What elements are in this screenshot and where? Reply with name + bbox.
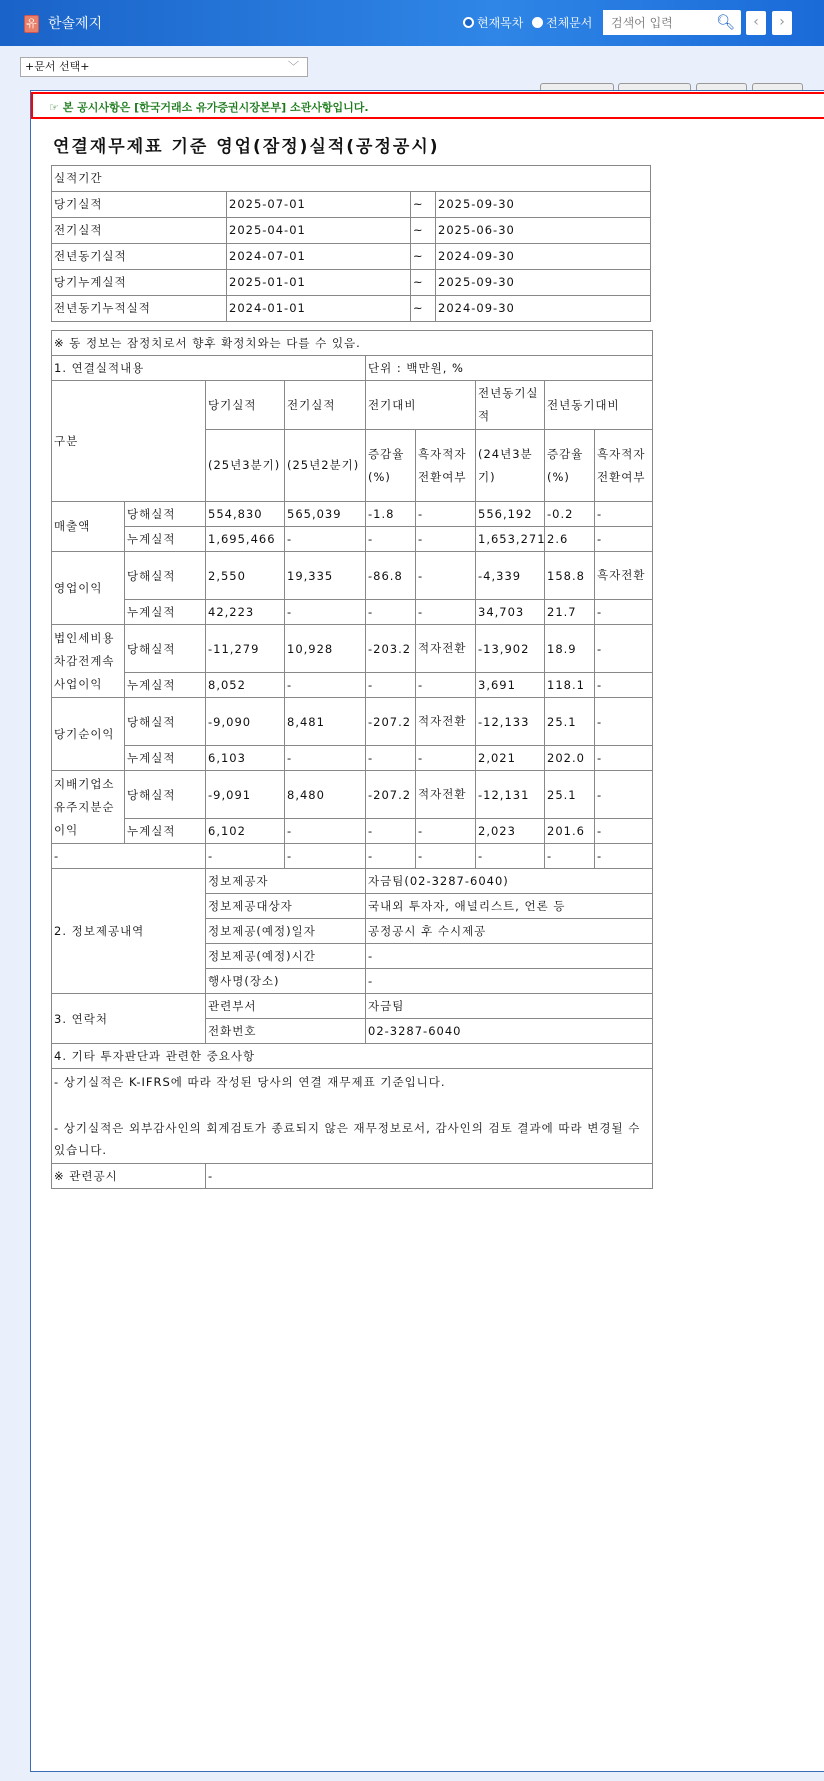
section-1-title: 1. 연결실적내용 bbox=[52, 356, 366, 381]
period-to: 2024-09-30 bbox=[436, 296, 651, 322]
value-cell: 6,102 bbox=[206, 819, 285, 844]
value-cell: - bbox=[595, 819, 653, 844]
table-row bbox=[52, 673, 653, 698]
value-cell: 34,703 bbox=[476, 600, 545, 625]
table-row bbox=[52, 527, 653, 552]
period-header: 실적기간 bbox=[52, 166, 651, 192]
value-cell: - bbox=[416, 552, 476, 600]
results-table bbox=[51, 330, 653, 1189]
value-cell: - bbox=[416, 502, 476, 527]
radio-unselected-icon bbox=[532, 17, 543, 28]
period-from: 2025-01-01 bbox=[227, 270, 411, 296]
value-cell: - bbox=[595, 771, 653, 819]
chevron-down-icon: ﹀ bbox=[288, 60, 299, 73]
row-type: 당해실적 bbox=[125, 552, 206, 600]
value-cell: - bbox=[285, 746, 366, 771]
value-cell: -0.2 bbox=[545, 502, 595, 527]
value-cell: 202.0 bbox=[545, 746, 595, 771]
period-label: 전기실적 bbox=[52, 218, 227, 244]
top-header bbox=[0, 0, 824, 46]
value-cell: 적자전환 bbox=[416, 698, 476, 746]
info-value: 자금팀(02-3287-6040) bbox=[366, 869, 653, 894]
row-type: 당해실적 bbox=[125, 771, 206, 819]
contact-value: 02-3287-6040 bbox=[366, 1019, 653, 1044]
info-label: 정보제공(예정)일자 bbox=[206, 919, 366, 944]
value-cell: 554,830 bbox=[206, 502, 285, 527]
value-cell: 2.6 bbox=[545, 527, 595, 552]
value-cell: - bbox=[416, 527, 476, 552]
value-cell: - bbox=[285, 673, 366, 698]
other-note-2: - 상기실적은 외부감사인의 회계검토가 종료되지 않은 재무정보로서, 감사인의 검토 결과에 따라 변경될 수 있습니다. bbox=[54, 1121, 641, 1157]
value-cell: 2,023 bbox=[476, 819, 545, 844]
value-cell: 적자전환 bbox=[416, 771, 476, 819]
value-cell: - bbox=[416, 600, 476, 625]
radio-current-toc[interactable] bbox=[463, 14, 523, 31]
value-cell: -12,131 bbox=[476, 771, 545, 819]
header-yoy-sub: (24년3분기) bbox=[476, 430, 545, 502]
value-cell: 25.1 bbox=[545, 698, 595, 746]
info-value: - bbox=[366, 944, 653, 969]
related-value: - bbox=[206, 1164, 653, 1189]
value-cell: 201.6 bbox=[545, 819, 595, 844]
company-title: 한솔제지 bbox=[48, 16, 103, 32]
value-cell: - bbox=[595, 673, 653, 698]
value-cell: 8,480 bbox=[285, 771, 366, 819]
period-row bbox=[52, 192, 651, 218]
value-cell: 18.9 bbox=[545, 625, 595, 673]
prev-button[interactable]: ‹ bbox=[746, 11, 766, 35]
table-row bbox=[52, 819, 653, 844]
period-to: 2024-09-30 bbox=[436, 244, 651, 270]
value-cell: 10,928 bbox=[285, 625, 366, 673]
info-label: 정보제공대상자 bbox=[206, 894, 366, 919]
row-type: 누계실적 bbox=[125, 746, 206, 771]
row-type: 누계실적 bbox=[125, 600, 206, 625]
blank-cell: - bbox=[595, 844, 653, 869]
radio-label: 현재목차 bbox=[477, 16, 524, 30]
value-cell: - bbox=[595, 600, 653, 625]
table-row bbox=[52, 625, 653, 673]
blank-row bbox=[52, 844, 653, 869]
header-previous-sub: (25년2분기) bbox=[285, 430, 366, 502]
header-turn2: 흑자적자전환여부 bbox=[595, 430, 653, 502]
value-cell: - bbox=[366, 819, 416, 844]
period-label: 전년동기누적실적 bbox=[52, 296, 227, 322]
info-label: 정보제공(예정)시간 bbox=[206, 944, 366, 969]
value-cell: 8,052 bbox=[206, 673, 285, 698]
value-cell: - bbox=[595, 527, 653, 552]
period-separator: ~ bbox=[411, 218, 436, 244]
header-turn: 흑자적자전환여부 bbox=[416, 430, 476, 502]
header-rate2: 증감율(%) bbox=[545, 430, 595, 502]
period-label: 전년동기실적 bbox=[52, 244, 227, 270]
table-row bbox=[52, 771, 653, 819]
row-group-label: 영업이익 bbox=[52, 552, 125, 625]
search-input[interactable] bbox=[603, 10, 713, 35]
value-cell: -11,279 bbox=[206, 625, 285, 673]
document-select-value: +문서 선택+ bbox=[25, 60, 90, 73]
row-type: 당해실적 bbox=[125, 625, 206, 673]
value-cell: -207.2 bbox=[366, 771, 416, 819]
info-value: - bbox=[366, 969, 653, 994]
other-note-1: - 상기실적은 K-IFRS에 따라 작성된 당사의 연결 재무제표 기준입니다. bbox=[54, 1075, 446, 1089]
table-row bbox=[52, 600, 653, 625]
value-cell: - bbox=[366, 527, 416, 552]
unit-label: 단위 : 백만원, % bbox=[366, 356, 653, 381]
row-group-label: 법인세비용차감전계속사업이익 bbox=[52, 625, 125, 698]
value-cell: - bbox=[595, 698, 653, 746]
period-table bbox=[51, 165, 651, 322]
period-from: 2025-07-01 bbox=[227, 192, 411, 218]
blank-cell: - bbox=[52, 844, 206, 869]
value-cell: 흑자전환 bbox=[595, 552, 653, 600]
header-yoy-compare: 전년동기대비 bbox=[545, 381, 653, 430]
document-select[interactable] bbox=[20, 57, 308, 77]
provisional-note: ※ 동 정보는 잠정치로서 향후 확정치와는 다를 수 있음. bbox=[52, 331, 653, 356]
period-label: 당기누계실적 bbox=[52, 270, 227, 296]
header-prev-compare: 전기대비 bbox=[366, 381, 476, 430]
value-cell: 21.7 bbox=[545, 600, 595, 625]
table-row bbox=[52, 502, 653, 527]
value-cell: - bbox=[595, 746, 653, 771]
period-separator: ~ bbox=[411, 296, 436, 322]
other-notes bbox=[52, 1069, 653, 1164]
info-label: 행사명(장소) bbox=[206, 969, 366, 994]
section-2-title: 2. 정보제공내역 bbox=[52, 869, 206, 994]
section-4-title: 4. 기타 투자판단과 관련한 중요사항 bbox=[52, 1044, 653, 1069]
value-cell: 1,695,466 bbox=[206, 527, 285, 552]
contact-row bbox=[52, 994, 653, 1019]
period-label: 당기실적 bbox=[52, 192, 227, 218]
blank-cell: - bbox=[366, 844, 416, 869]
page-title: 연결재무제표 기준 영업(잠정)실적(공정공시) bbox=[53, 137, 440, 157]
value-cell: 2,021 bbox=[476, 746, 545, 771]
value-cell: 적자전환 bbox=[416, 625, 476, 673]
period-row bbox=[52, 296, 651, 322]
info-value: 국내외 투자자, 애널리스트, 언론 등 bbox=[366, 894, 653, 919]
info-value: 공정공시 후 수시제공 bbox=[366, 919, 653, 944]
value-cell: - bbox=[285, 600, 366, 625]
blank-cell: - bbox=[545, 844, 595, 869]
header-gubun: 구분 bbox=[52, 381, 206, 502]
period-to: 2025-06-30 bbox=[436, 218, 651, 244]
next-button[interactable]: › bbox=[772, 11, 792, 35]
blank-cell: - bbox=[416, 844, 476, 869]
value-cell: -12,133 bbox=[476, 698, 545, 746]
row-group-label: 당기순이익 bbox=[52, 698, 125, 771]
period-separator: ~ bbox=[411, 192, 436, 218]
blank-cell: - bbox=[476, 844, 545, 869]
value-cell: - bbox=[366, 673, 416, 698]
header-current-sub: (25년3분기) bbox=[206, 430, 285, 502]
value-cell: 42,223 bbox=[206, 600, 285, 625]
period-from: 2024-07-01 bbox=[227, 244, 411, 270]
contact-value: 자금팀 bbox=[366, 994, 653, 1019]
value-cell: -203.2 bbox=[366, 625, 416, 673]
row-type: 당해실적 bbox=[125, 698, 206, 746]
value-cell: - bbox=[416, 819, 476, 844]
period-to: 2025-09-30 bbox=[436, 192, 651, 218]
value-cell: 25.1 bbox=[545, 771, 595, 819]
value-cell: - bbox=[366, 746, 416, 771]
info-label: 정보제공자 bbox=[206, 869, 366, 894]
value-cell: - bbox=[416, 673, 476, 698]
period-row bbox=[52, 270, 651, 296]
jurisdiction-notice: ☞ 본 공시사항은 [한국거래소 유가증권시장본부] 소관사항입니다. bbox=[31, 92, 824, 119]
value-cell: 565,039 bbox=[285, 502, 366, 527]
value-cell: -1.8 bbox=[366, 502, 416, 527]
period-separator: ~ bbox=[411, 270, 436, 296]
value-cell: 19,335 bbox=[285, 552, 366, 600]
value-cell: 118.1 bbox=[545, 673, 595, 698]
radio-selected-icon bbox=[463, 17, 474, 28]
row-group-label: 지배기업소유주지분순이익 bbox=[52, 771, 125, 844]
value-cell: - bbox=[416, 746, 476, 771]
contact-label: 전화번호 bbox=[206, 1019, 366, 1044]
table-row bbox=[52, 552, 653, 600]
value-cell: 2,550 bbox=[206, 552, 285, 600]
header-rate: 증감율(%) bbox=[366, 430, 416, 502]
row-type: 당해실적 bbox=[125, 502, 206, 527]
value-cell: 1,653,271 bbox=[476, 527, 545, 552]
value-cell: 556,192 bbox=[476, 502, 545, 527]
header-yoy: 전년동기실적 bbox=[476, 381, 545, 430]
value-cell: - bbox=[366, 600, 416, 625]
table-row bbox=[52, 746, 653, 771]
period-to: 2025-09-30 bbox=[436, 270, 651, 296]
period-row bbox=[52, 244, 651, 270]
value-cell: -86.8 bbox=[366, 552, 416, 600]
value-cell: -4,339 bbox=[476, 552, 545, 600]
row-type: 누계실적 bbox=[125, 673, 206, 698]
value-cell: -13,902 bbox=[476, 625, 545, 673]
value-cell: 3,691 bbox=[476, 673, 545, 698]
contact-label: 관련부서 bbox=[206, 994, 366, 1019]
value-cell: -9,090 bbox=[206, 698, 285, 746]
value-cell: 6,103 bbox=[206, 746, 285, 771]
value-cell: 8,481 bbox=[285, 698, 366, 746]
header-previous: 전기실적 bbox=[285, 381, 366, 430]
value-cell: 158.8 bbox=[545, 552, 595, 600]
period-from: 2025-04-01 bbox=[227, 218, 411, 244]
related-label: ※ 관련공시 bbox=[52, 1164, 206, 1189]
search-box bbox=[603, 10, 741, 35]
blank-cell: - bbox=[285, 844, 366, 869]
app-logo-icon: 유 bbox=[24, 15, 39, 33]
info-row bbox=[52, 869, 653, 894]
period-row bbox=[52, 218, 651, 244]
blank-cell: - bbox=[206, 844, 285, 869]
value-cell: - bbox=[595, 625, 653, 673]
value-cell: - bbox=[285, 819, 366, 844]
value-cell: - bbox=[595, 502, 653, 527]
row-group-label: 매출액 bbox=[52, 502, 125, 552]
section-3-title: 3. 연락처 bbox=[52, 994, 206, 1044]
row-type: 누계실적 bbox=[125, 527, 206, 552]
radio-label: 전체문서 bbox=[546, 16, 593, 30]
value-cell: - bbox=[285, 527, 366, 552]
period-separator: ~ bbox=[411, 244, 436, 270]
table-row bbox=[52, 698, 653, 746]
value-cell: -9,091 bbox=[206, 771, 285, 819]
period-from: 2024-01-01 bbox=[227, 296, 411, 322]
header-current: 당기실적 bbox=[206, 381, 285, 430]
radio-all-docs[interactable] bbox=[532, 14, 592, 31]
value-cell: -207.2 bbox=[366, 698, 416, 746]
search-icon[interactable]: 🔍︎ bbox=[715, 13, 735, 31]
row-type: 누계실적 bbox=[125, 819, 206, 844]
